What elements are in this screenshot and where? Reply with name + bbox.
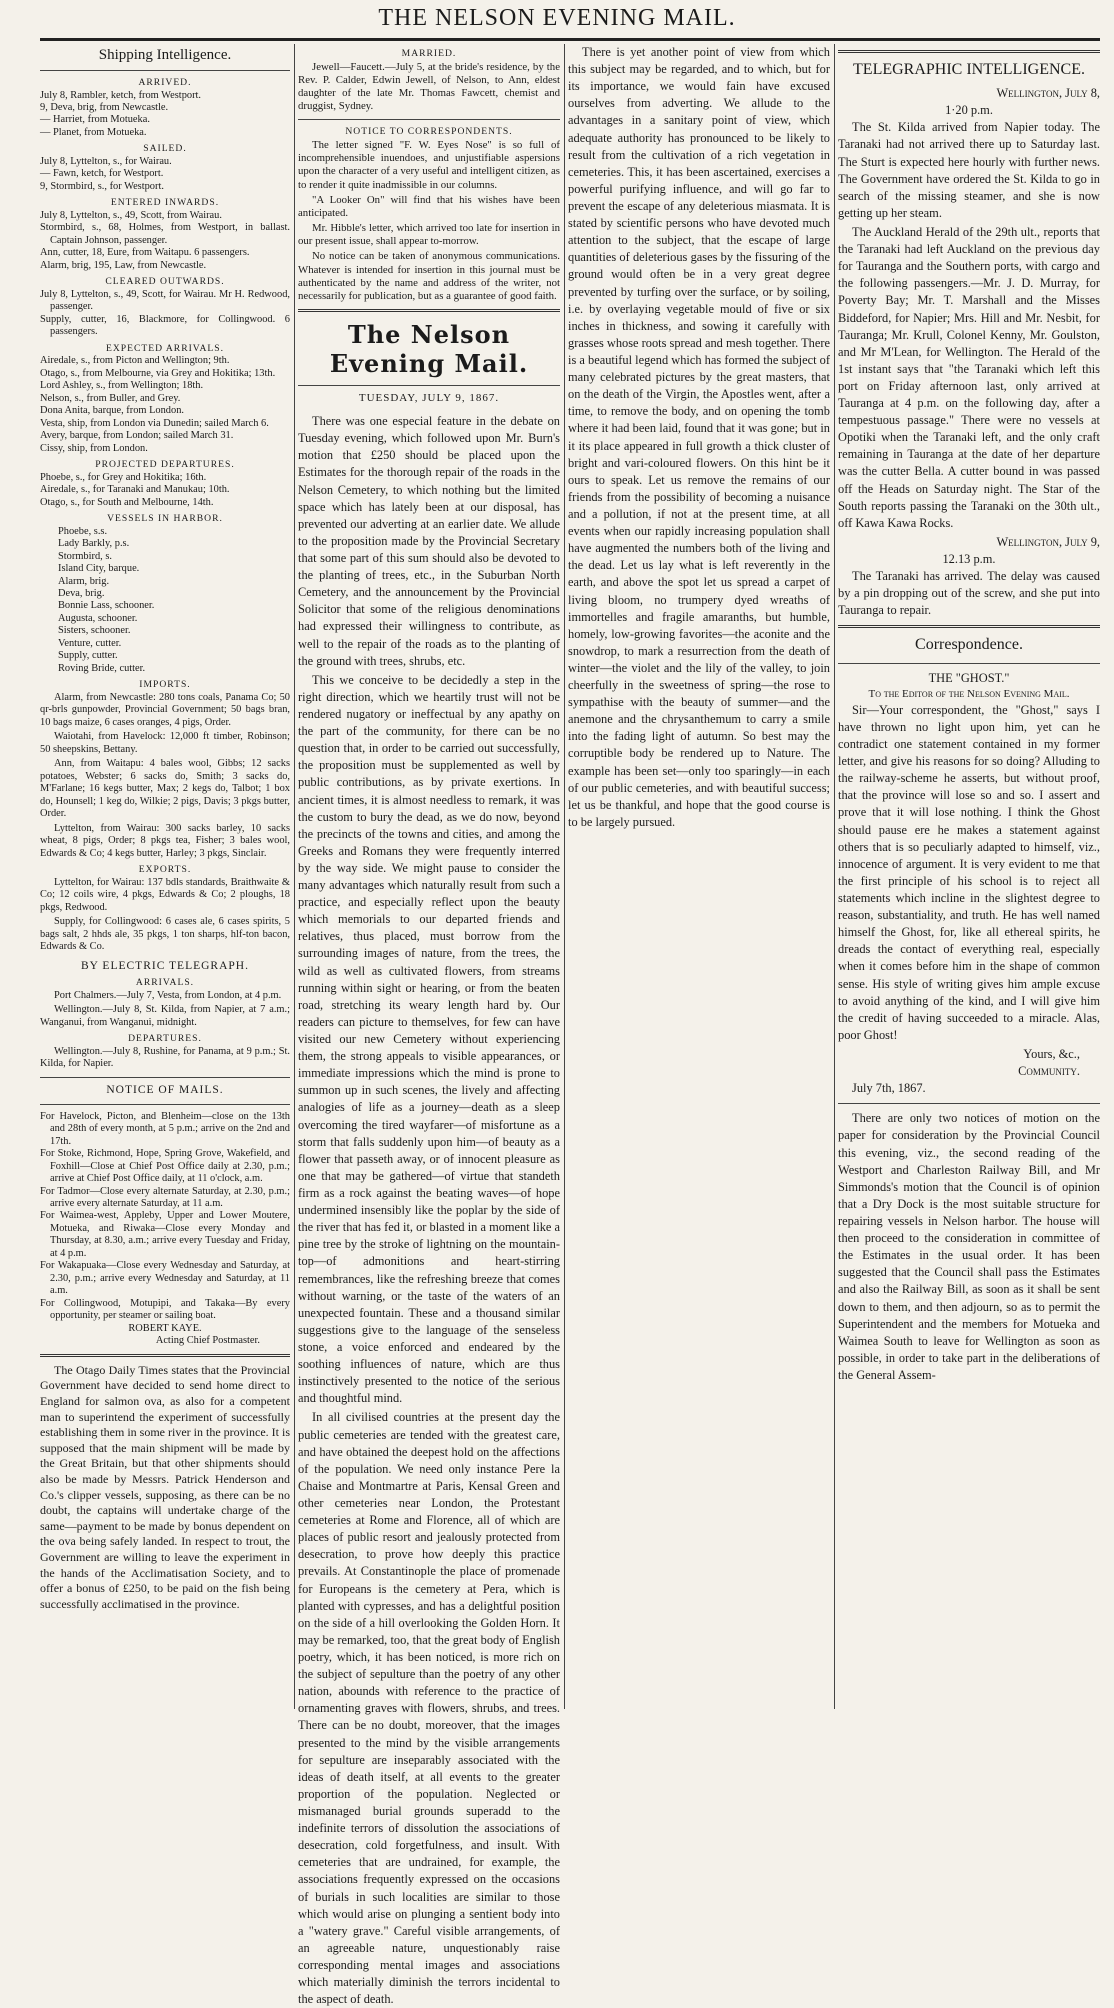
telegraphic-time: 1·20 p.m. [945, 103, 993, 118]
mail-item: For Tadmor—Close every alternate Saturday, at 2.30, p.m.; arrive every alternate Saturday, at 11 a.m. [40, 1185, 290, 1209]
sailed-item: July 8, Lyttelton, s., for Wairau. [40, 155, 172, 167]
editorial-paragraph: This we conceive to be decidedly a step in the right direction, which we heartily trust will not be rendered nugatory or ineffectual by any apathy on the part of the community, for there can be no question that, in order to be carried out successfully, the proposition must be supplemented as well by public contributions, as by private exertions. In ancient times, it is almost needless to remark, it was the custom to bury the dead, as we do now, beyond the precincts of the towns and cities, and among the Greeks and Romans they were frequently interred by the way side. We might pause to consider the many advantages which naturally result from such a practice, and especially reflect upon the beauty which memorials to our departed friends and relatives, thus placed, must borrow from the surrounding images of nature, from the trees, the wild as well as cultivated flowers, from streams running within sight or hearing, or from the beaten road, stretching its weary length hard by. Our readers can picture to themselves, for few can have visited our new Cemetery without experiencing them, the strong appeals to visible appearances, or immediate impressions which the mind is prone to summon up in such scenes, the lively and affecting analogies of life as a journey—death as a sleep overcoming the tired wayfarer—of misfortune as a storm that falls suddenly upon him—of beauty as a flower that passeth away, or of innocent pleasure as one that may be gathered—of virtue that standeth firm as a rock against the beating waves—of hope undermined insensibly like the poplar by the side of the river that has fed it, or blasted in a moment like a pine tree by the stroke of lightning on the mountain-top—of admonitions and heart-stirring remembrances, like the refreshing breeze that comes without warning, or the taste of the waters of an unexpected fountain. These and a thousand similar suggestions give to the language of the senseless stone, a voice enforced and endeared by the soothing influences of nature, which are thus instinctively presented to the notice of the serious and thoughtful mind. [298, 672, 560, 1406]
mail-item: For Waimea-west, Appleby, Upper and Lower Moutere, Motueka, and Riwaka—Close every Monday and Thursday, at 8.30, a.m.; arrive every Tuesday and Friday, at 4 p.m. [40, 1210, 290, 1259]
expected-item: Lord Ashley, s., from Wellington; 18th. [40, 380, 204, 392]
expected-item: Dona Anita, barque, from London. [40, 405, 184, 417]
expected-item: Airedale, s., from Picton and Wellington; 9th. [40, 355, 230, 367]
mail-item: For Stoke, Richmond, Hope, Spring Grove, Wakefield, and Foxhill—Close at Chief Post Office daily at 2.30, p.m.; arrive at Chief Post Office daily, at 11 o'clock, a.m. [40, 1148, 290, 1185]
telegraph-title: BY ELECTRIC TELEGRAPH. [81, 959, 249, 972]
entered-item: July 8, Lyttelton, s., 49, Scott, from Wairau. [40, 209, 222, 221]
letter-closing: Yours, &c., [1023, 1047, 1080, 1062]
editorial-paragraph: There was one especial feature in the debate on Tuesday evening, which followed upon Mr. Burn's motion that £250 should be placed upon the Estimates for the thorough repair of the roads in the Nelson Cemetery, to which nothing but the limited space which has lately been at our disposal, has prevented our adverting at an earlier date. We allude to the proposition made by the Provincial Secretary that some part of this sum should also be devoted to the planting of trees, etc., in the Suburban North Cemetery, and the announcement by the Provincial Solicitor that some of the religious denominations had expressed their willingness to contribute, as well to the repair of the roads as to the planting of the ground with trees, shrubs, etc. [298, 414, 560, 668]
projected-heading: PROJECTED DEPARTURES. [95, 459, 235, 471]
otago-item: The Otago Daily Times states that the Provincial Government have decided to send home direct to England for salmon ova, as also for a competent man to superintend the experiment of successfully establishing them in some river in the province. It is supposed that the main shipment will be made by the Great Britain, but that other shipments should also be made by Messrs. Patrick Henderson and Co.'s clipper vessels, supposing, as there can be no doubt, the captains will undertake charge of the same—payment to be made by bonus dependent on the ova being safely landed. In respect to trout, the Government are willing to leave the experiment in the hands of the Acclimatisation Society, and to offer a bonus of £250, to be paid on the fish being successfully acclimatised in the province. [40, 1362, 290, 1611]
notice-paragraph: Mr. Hibble's letter, which arrived too late for insertion in our present issue, shall appear to-morrow. [298, 222, 560, 248]
telegraph-departure: Wellington.—July 8, Rushine, for Panama, at 9 p.m.; St. Kilda, for Napier. [40, 1045, 290, 1070]
vessel-item: Island City, barque. [58, 563, 140, 575]
telegraphic-paragraph: The Taranaki has arrived. The delay was caused by a pin dropping out of the screw, and she put into Tauranga to repair. [838, 569, 1100, 618]
arrived-item: — Harriet, from Motueka. [40, 114, 150, 126]
letter-body: Sir—Your correspondent, the "Ghost," says I have thrown no light upon him, yet can he contradict one statement contained in my former letter, and give his reasons for so doing? Alluding to the railway-scheme he asserts, but without proof, that the province will lose so and so. I assert and prove that it will lose nothing. I think the Ghost should pause ere he makes a statement against others that is so peculiarly adapted to himself, viz., innocence of argument. It is very evident to me that the first principle of his school is to reject all statements which incline in the slightest degree to reason, substantiality, and truth. He has well named himself the Ghost, for, like all ethereal spirits, he dreads the contact of everything real, especially when it comes before him in the shape of common sense. His style of writing gives him ample excuse to avoid anything of the kind, and I will give him the credit of having succeeded to a miracle. Alas, poor Ghost! [838, 702, 1100, 1042]
shipping-title: Shipping Intelligence. [98, 47, 232, 63]
imports-heading: IMPORTS. [139, 679, 191, 691]
nameplate: The Nelson Evening Mail. [329, 320, 529, 379]
letter-recipient: To the Editor of the Nelson Evening Mail. [868, 687, 1070, 700]
projected-item: Phoebe, s., for Grey and Hokitika; 16th. [40, 471, 207, 483]
divider [298, 385, 560, 386]
expected-item: Nelson, s., from Buller, and Grey. [40, 392, 181, 404]
mail-item: For Havelock, Picton, and Blenheim—close on the 13th and 28th of every month, at 5 p.m.; arrive on the 2nd and 17th. [40, 1110, 290, 1147]
married-notice: Jewell—Faucett.—July 5, at the bride's residence, by the Rev. P. Calder, Edwin Jewell, of Nelson, to Ann, eldest daughter of the late Mr. Thomas Fawcett, chemist and druggist, Sydney. [298, 60, 560, 113]
issue-date: TUESDAY, JULY 9, 1867. [358, 391, 500, 404]
exports-heading: EXPORTS. [138, 864, 192, 876]
telegraphic-paragraph: The St. Kilda arrived from Napier today. The Taranaki had not arrived there up to Saturday last. The Sturt is expected here hourly with further news. The Government have ordered the St. Kilda to go in search of the missing steamer, and she is now getting up her steam. [838, 120, 1100, 220]
editorial-paragraph: There is yet another point of view from which this subject may be regarded, and to which, but for its importance, we would fain have excused ourselves from adverting. We allude to the advantages in a sanitary point of view, which adequate authority has pronounced to be likely to result from the cultivation of a rich vegetation in cemeteries. This, it has been ascertained, exercises a powerful purifying influence, and will go far to prevent the escape of any deleterious miasmata. It is stated by scientific persons who have devoted much attention to the subject, that the escape of large quantities of deleterious gases by the fissuring of the ground would often be in a very great degree prevented by turfing over the surface, or by soiling, i.e. by overlaying vegetable mould of five or six inches in thickness, and sowing it carefully with grasses whose roots spread and mesh together. There is a beautiful legend which has formed the subject of many celebrated pictures by the great masters, that on the death of the Virgin, the Apostles went, after a time, to remove the body, and on opening the tomb where it had been laid, found that it was gone; but in it its place appeared in full growth a thick cluster of bright and vari-coloured flowers. On this hint be it ours to speak. Let us remove the remains of our friends from the possibility of becoming a nuisance and a pollution, if not at the present time, at all events when our rapidly increasing population shall have augmented the numbers both of the living and the dead. Let us lay what is left reverently in the earth, and above the spot let us spread a carpet of living bloom, no trumpery dyed wreaths of immortelles and fragile amaranths, but humble, homely, low-growing favorites—the aconite and the snowdrop, to mark a resurrection from the death of winter—the violet and the lily of the valley, to join cheerfully in the sweetness of spring—the rose to sympathise with the beauty of summer—and the anemone and the chrysanthemum to carry a smile into the fading light of autumn. So best may the corruptible body be rendered up to Nature. The example has been set—only too sparingly—in each of our public cemeteries, and with beautiful success; let us be thankful, and hope that the good course is to be largely pursued. [568, 45, 830, 829]
vessel-item: Phoebe, s.s. [58, 525, 108, 537]
notice-paragraph: The letter signed "F. W. Eyes Nose" is so full of incomprehensible inuendoes, and unjustifiable aspersions upon the character of a very useful and intelligent citizen, as to render it quite inadmissible in our columns. [298, 139, 560, 191]
vessel-item: Deva, brig. [58, 588, 105, 599]
column-rule [294, 44, 295, 1709]
cleared-heading: CLEARED OUTWARDS. [105, 276, 225, 288]
telegraph-arrival: Wellington.—July 8, St. Kilda, from Napier, at 7 a.m.; Wanganui, from Wanganui, midnight. [40, 1004, 290, 1028]
entered-item: Stormbird, s., 68, Holmes, from Westport, in ballast. Captain Johnson, passenger. [40, 222, 290, 246]
vessel-item: Lady Barkly, p.s. [58, 538, 130, 550]
arrived-item: 9, Deva, brig, from Newcastle. [40, 101, 169, 113]
sailed-heading: SAILED. [143, 143, 187, 155]
divider [838, 663, 1100, 664]
correspondence-title: Correspondence. [915, 636, 1023, 654]
mails-signer: ROBERT KAYE. [128, 1322, 202, 1334]
divider [298, 119, 560, 120]
exports-item: Supply, for Collingwood: 6 cases ale, 6 cases spirits, 5 bags salt, 2 hhds ale, 35 pkgs, 1 ton sharps, hlf-ton bacon, Edwards & Co. [40, 916, 290, 953]
divider [838, 1103, 1100, 1104]
expected-item: Vesta, ship, from London via Dunedin; sailed March 6. [40, 417, 269, 429]
projected-item: Otago, s., for South and Melbourne, 14th. [40, 496, 214, 508]
telegraphic-dateline: Wellington, July 9, [996, 534, 1100, 549]
vessel-item: Sisters, schooner. [58, 625, 131, 637]
telegraph-departures-heading: DEPARTURES. [128, 1033, 202, 1045]
expected-item: Cissy, ship, from London. [40, 442, 148, 454]
editorial-paragraph: In all civilised countries at the present day the public cemeteries are tended with the greatest care, and have obtained the deepest hold on the affections of the population. We need only instance Pere la Chaise and Montmartre at Paris, Kensal Green and other cemeteries near London, the Protestant cemeteries at Rome and Florence, all of which are places of public resort and jealously protected from desecration, to prove how deeply this practice prevails. At Constantinople the place of promenade for Europeans is the cemetery at Pera, which is planted with cypresses, and has a delightful position on the side of a hill overlooking the Golden Horn. It may be remarked, too, that the great body of English poetry, which, it has been noticed, is more rich on the subject of sepulture than the poetry of any other nation, abounds with reference to the practice of ornamenting graves with flowers, shrubs, and trees. There can be no doubt, moreover, that the images presented to the mind by the visible arrangements for sepulture are inseparably associated with the ideas of death itself, at all events to the greater proportion of the population. Neglected or mismanaged burial grounds superadd to the indefinite terrors of dissolution the associations of desecration, cold forgetfulness, and insult. With cemeteries that are undrained, for example, the associations frequently expressed on the occasions of burials in such localities are similar to those which would arise on plunging a sentient body into a "watery grave." Careful visible arrangements, of an agreeable nature, unquestionably raise corresponding mental images and associations which materially diminish the terrors incidental to the aspect of death. [298, 1410, 560, 2007]
vessel-item: Stormbird, s. [58, 550, 112, 562]
council-paragraph: There are only two notices of motion on the paper for consideration by the Provincial Council this evening, viz., the second reading of the Westport and Charleston Railway Bill, and Mr Simmonds's motion that the Council is of opinion that a Dry Dock is the most suitable structure for repairing vessels in Nelson harbor. The house will then proceed to the consideration in committee of the Estimates in the usual order. It has been suggested that the Council shall pass the Estimates and also the Railway Bill, as soon as it shall be sent down to them, and then adjourn, so as to permit the Superintendent and the members for Motueka and Waimea South to leave for Wellington as soon as possible, in order to take part in the deliberations of the General Assem- [838, 1111, 1100, 1382]
arrived-heading: ARRIVED. [138, 77, 192, 88]
telegraph-arrival: Port Chalmers.—July 7, Vesta, from London, at 4 p.m. [54, 989, 282, 1001]
masthead: THE NELSON EVENING MAIL. [378, 5, 736, 31]
expected-item: Otago, s., from Melbourne, via Grey and Hokitika; 13th. [40, 367, 276, 379]
column-1 [40, 44, 290, 1709]
sailed-item: 9, Stormbird, s., for Westport. [40, 180, 164, 192]
divider [40, 1354, 290, 1357]
cleared-item: July 8, Lyttelton, s., 49, Scott, for Wairau. Mr H. Redwood, passenger. [40, 288, 290, 313]
vessels-heading: VESSELS IN HARBOR. [107, 513, 223, 525]
mail-item: For Collingwood, Motupipi, and Takaka—By every opportunity, per steamer or sailing boat. [40, 1297, 290, 1322]
letter-date: July 7th, 1867. [852, 1081, 926, 1096]
telegraphic-time: 12.13 p.m. [942, 552, 996, 567]
telegraphic-title: TELEGRAPHIC INTELLIGENCE. [853, 61, 1085, 78]
divider [838, 625, 1100, 628]
sailed-item: — Fawn, ketch, for Westport. [40, 168, 164, 180]
divider [298, 309, 560, 312]
mail-item: For Wakapuaka—Close every Wednesday and Saturday, at 2.30, p.m.; arrive every Wednesday and Saturday, at 11 a.m. [40, 1260, 290, 1297]
entered-item: Alarm, brig, 195, Law, from Newcastle. [40, 259, 207, 271]
telegraph-arrivals-heading: ARRIVALS. [135, 977, 195, 989]
letter-heading: THE "GHOST." [928, 670, 1010, 685]
married-heading: MARRIED. [401, 48, 457, 59]
cleared-item: Supply, cutter, 16, Blackmore, for Collingwood. 6 passengers. [40, 313, 290, 338]
divider [40, 70, 290, 71]
vessel-item: Supply, cutter. [58, 650, 118, 662]
divider [40, 1104, 290, 1105]
letter-signature: Community. [1018, 1064, 1080, 1079]
imports-item: Alarm, from Newcastle: 280 tons coals, Panama Co; 50 qr-brls gunpowder, Provincial Government; 50 bags bran, 10 bags maize, 6 cases oranges, 4 pigs, Order. [40, 691, 290, 728]
column-rule [834, 44, 835, 1709]
column-3 [568, 44, 830, 1709]
column-4 [838, 44, 1100, 1709]
imports-item: Waiotahi, from Havelock: 12,000 ft timber, Robinson; 50 sheepskins, Bettany. [40, 731, 290, 755]
vessel-item: Alarm, brig. [58, 575, 110, 587]
divider [838, 50, 1100, 53]
expected-item: Avery, barque, from London; sailed March 31. [40, 430, 234, 442]
notice-paragraph: "A Looker On" will find that his wishes have been anticipated. [298, 193, 560, 219]
entered-heading: ENTERED INWARDS. [110, 197, 220, 209]
masthead-rule [40, 38, 1100, 41]
divider [40, 1077, 290, 1078]
notice-heading: NOTICE TO CORRESPONDENTS. [345, 126, 513, 138]
imports-item: Ann, from Waitapu: 4 bales wool, Gibbs; 12 sacks potatoes, Webster; 6 sacks do, Smith; 3 sacks do, M'Farlane; 16 kegs butter, Max; 2 kegs do, Talbot; 1 box do, Hounsell; 1 keg do, Wilkie; 2 pigs, Davis; 3 pkgs butter, Order. [40, 758, 290, 820]
column-2 [298, 44, 560, 2007]
mails-title: NOTICE OF MAILS. [106, 1083, 224, 1096]
vessel-item: Bonnie Lass, schooner. [58, 600, 155, 612]
imports-item: Lyttelton, from Wairau: 300 sacks barley, 10 sacks wheat, 8 pigs, Order; 8 pkgs tea, Fisher; 3 bales wool, Edwards & Co; 4 kegs butter, Harley; 3 pkgs, Sinclair. [40, 822, 290, 859]
telegraphic-paragraph: The Auckland Herald of the 29th ult., reports that the Taranaki had left Auckland on the previous day for Tauranga and the Southern ports, with cargo and the following passengers.—Mr. J. D. Murray, for Poverty Bay; Mr. T. Marshall and the Misses Biddeford, for Napier; Mrs. Hill and Mr. Nesbit, for Tauranga; Mr. Krull, Colonel Kenny, Mr. Goulston, and Mr M'Lean, for Wellington. The Herald of the 1st instant says that "the Taranaki which left this port on Friday afternoon last, only arrived at Tauranga at 4 p.m. on the following day, after a tempestuous passage." There were no vessels at Opotiki when the Taranaki left, and the only craft remaining in Tauranga at the date of her departure was the cutter Bella. A cutter bound in was passed off the Heads on Saturday night. The Star of the South reports passing the Taranaki on the 30th ult., off Kawa Kawa Rocks. [838, 224, 1100, 530]
entered-item: Ann, cutter, 18, Eure, from Waitapu. 6 passengers. [40, 247, 250, 259]
vessel-item: Roving Bride, cutter. [58, 662, 146, 674]
column-rule [564, 44, 565, 1709]
arrived-item: July 8, Rambler, ketch, from Westport. [40, 89, 202, 101]
exports-item: Lyttelton, for Wairau: 137 bdls standards, Braithwaite & Co; 12 coils wire, 4 pkgs, Edwards & Co; 2 ploughs, 18 pkgs, Redwood. [40, 876, 290, 913]
expected-heading: EXPECTED ARRIVALS. [105, 342, 225, 354]
vessel-item: Venture, cutter. [58, 637, 122, 649]
notice-paragraph: No notice can be taken of anonymous communications. Whatever is intended for insertion in this journal must be authenticated by the name and address of the writer, not necessarily for publication, but as a guarantee of good faith. [298, 250, 560, 302]
telegraphic-dateline: Wellington, July 8, [996, 86, 1100, 101]
vessel-item: Augusta, schooner. [58, 612, 138, 624]
projected-item: Airedale, s., for Taranaki and Manukau; 10th. [40, 484, 230, 496]
arrived-item: — Planet, from Motueka. [40, 126, 147, 138]
mails-signer-title: Acting Chief Postmaster. [155, 1335, 260, 1347]
